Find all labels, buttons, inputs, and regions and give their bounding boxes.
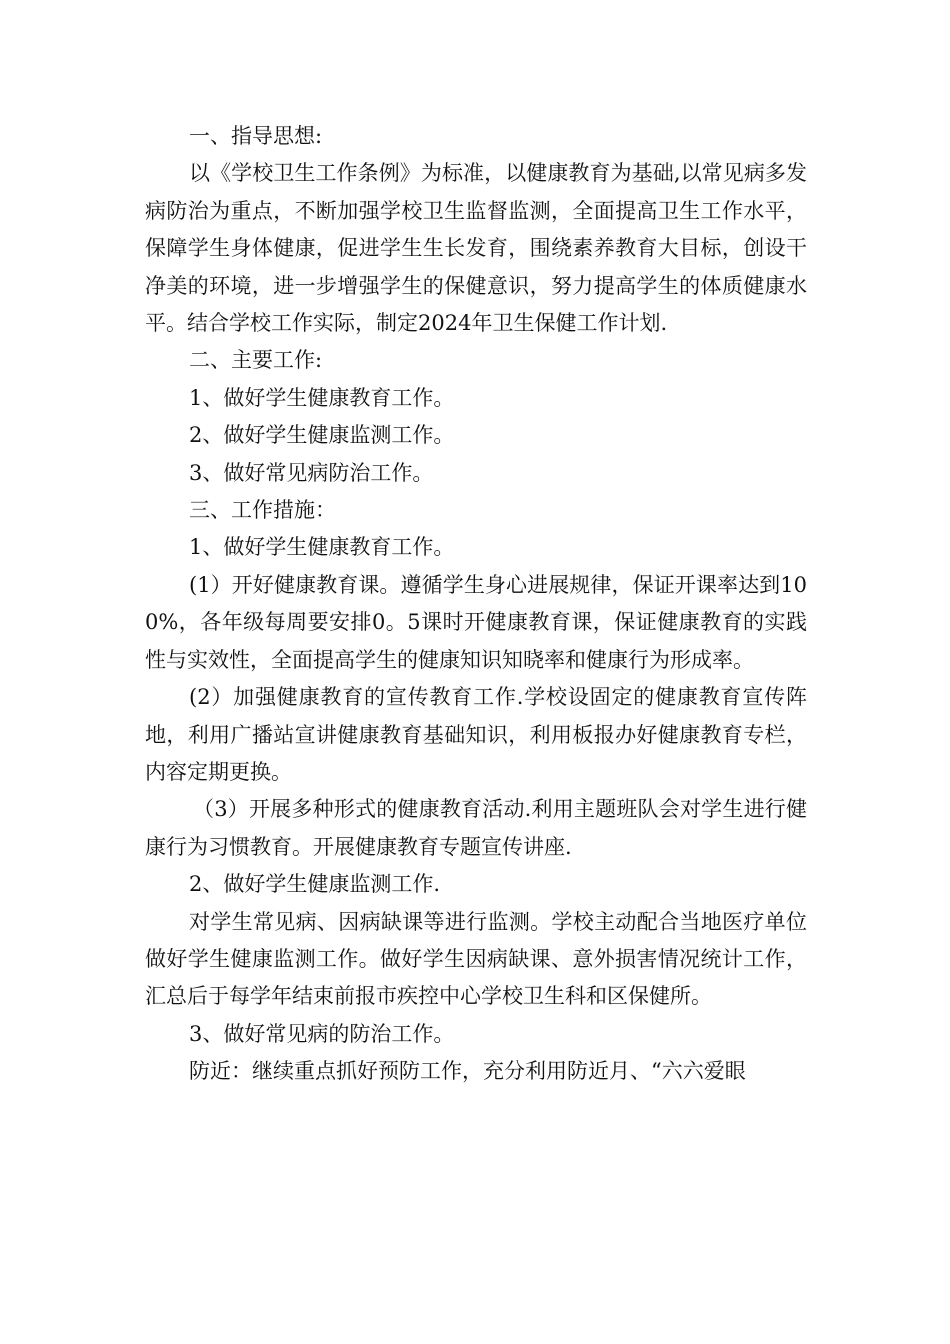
section-heading-work-measures: 三、工作措施： xyxy=(189,498,336,523)
paragraph-health-monitoring: 对学生常见病、因病缺课等进行监测。学校主动配合当地医疗单位做好学生健康监测工作。做好学生因病缺课、意外损害情况统计工作，汇总后于每学年结束前报市疾控中心学校卫生科和区保健所。 xyxy=(145,909,807,1009)
subheading-health-education: 1、做好学生健康教育工作。 xyxy=(189,535,455,560)
subheading-disease-prevention: 3、做好常见病的防治工作。 xyxy=(189,1021,455,1046)
paragraph-measure-3: （3）开展多种形式的健康教育活动.利用主题班队会对学生进行健康行为习惯教育。开展健康教育专题宣传讲座. xyxy=(145,797,807,859)
section-heading-main-work: 二、主要工作: xyxy=(189,348,323,373)
list-item-health-monitoring: 2、做好学生健康监测工作。 xyxy=(189,423,455,448)
document-body xyxy=(145,118,807,1091)
paragraph-guiding-ideology: 以《学校卫生工作条例》为标准，以健康教育为基础,以常见病多发病防治为重点，不断加强学校卫生监督监测，全面提高卫生工作水平，保障学生身体健康，促进学生生长发育，围绕素养教育大目标，创设干净美的环境，进一步增强学生的保健意识，努力提高学生的体质健康水平。结合学校工作实际，制定2024年卫生保健工作计划. xyxy=(145,161,807,336)
paragraph-measure-2: (2）加强健康教育的宣传教育工作.学校设固定的健康教育宣传阵地，利用广播站宣讲健康教育基础知识，利用板报办好健康教育专栏，内容定期更换。 xyxy=(145,685,807,784)
list-item-disease-prevention: 3、做好常见病防治工作。 xyxy=(189,460,434,485)
paragraph-myopia-prevention: 防近：继续重点抓好预防工作，充分利用防近月、“六六爱眼 xyxy=(189,1059,746,1084)
section-heading-guiding-ideology: 一、指导思想: xyxy=(189,124,323,148)
list-item-health-education: 1、做好学生健康教育工作。 xyxy=(189,385,455,410)
paragraph-measure-1: (1）开好健康教育课。遵循学生身心进展规律，保证开课率达到100%，各年级每周要安排0。5课时开健康教育课，保证健康教育的实践性与实效性，全面提高学生的健康知识知晓率和健康行为形成率。 xyxy=(145,572,807,672)
subheading-health-monitoring: 2、做好学生健康监测工作. xyxy=(189,872,441,897)
